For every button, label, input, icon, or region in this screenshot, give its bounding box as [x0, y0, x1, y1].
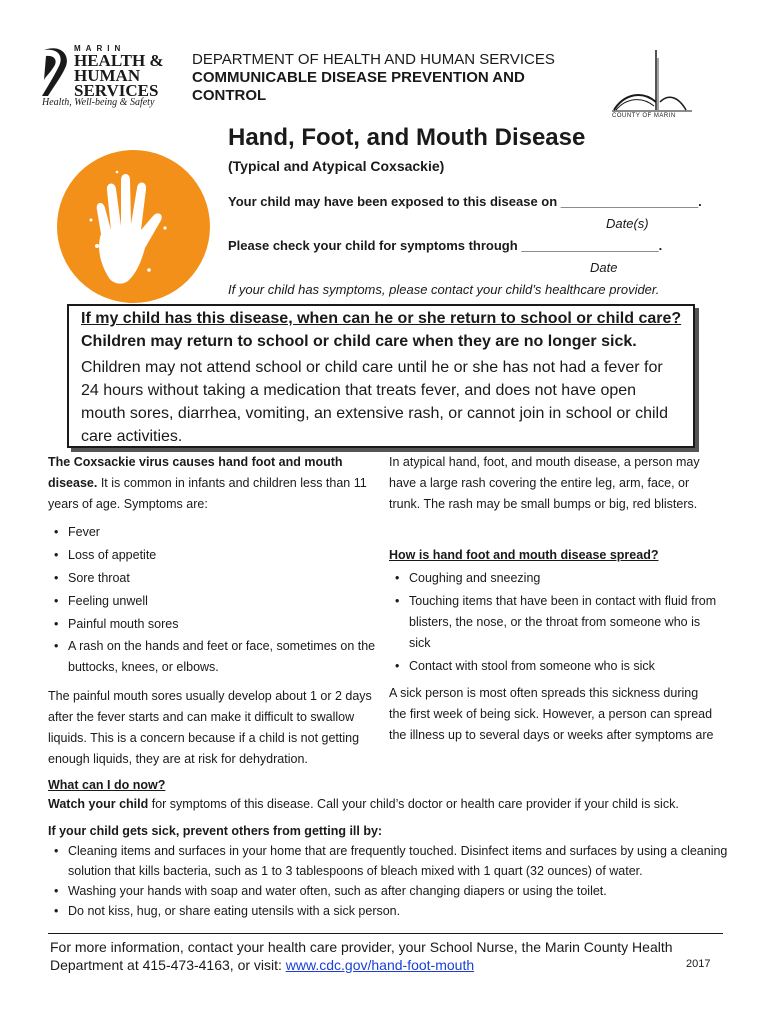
- list-item: • Contact with stool from someone who is sick: [389, 656, 719, 677]
- what-to-do-section: [48, 776, 728, 921]
- return-to-school-callout: [67, 304, 695, 448]
- lead-paragraph: [48, 452, 383, 515]
- list-item: • Cleaning items and surfaces in your home that are frequently touched. Disinfect items and surfaces by using a cleaning solution that kills bacteria, such as 1 to 3 tablespoons of bleach mixed with 1 quart (32 ounces) of water.: [48, 841, 728, 881]
- symptom-check-date-label: Date: [590, 260, 618, 275]
- exposure-date-label: Date(s): [606, 216, 649, 231]
- list-item: • Coughing and sneezing: [389, 568, 719, 589]
- callout-body: Children may not attend school or child care until he or she has not had a fever for 24 hours without taking a medication that treats fever, and does not have open mouth sores, diarrhea, vomiting, an extensive rash, or cannot join in school or child care activities.: [81, 359, 668, 445]
- symptom-check-line: Please check your child for symptoms through ___________________.: [228, 238, 663, 253]
- logo-tagline: Health, Well-being & Safety: [42, 97, 155, 108]
- page-title: Hand, Foot, and Mouth Disease: [228, 124, 586, 151]
- logo-marin-text: MARIN: [74, 44, 126, 53]
- list-item: • Painful mouth sores: [48, 613, 383, 636]
- watch-child-bold: Watch your child: [48, 797, 149, 811]
- left-column: [48, 452, 383, 770]
- footer-info: [50, 938, 690, 974]
- lead-bold: The Coxsackie virus causes hand foot and mouth disease.: [48, 455, 343, 490]
- footer-year: 2017: [686, 958, 711, 970]
- list-item: • A rash on the hands and feet or face, sometimes on the buttocks, knees, or elbows.: [48, 636, 383, 678]
- spread-list: [389, 568, 719, 677]
- watch-child-paragraph: [48, 795, 728, 814]
- hhs-logo: [40, 44, 170, 108]
- logo-health-text: HEALTH &: [74, 51, 164, 70]
- spread-period-paragraph: A sick person is most often spreads this sickness during the first week of being sick. However, a person can spread the illness up to several days or weeks after symptoms are: [389, 686, 714, 742]
- county-label: COUNTY OF MARIN: [612, 113, 676, 119]
- footer-divider: [48, 933, 723, 934]
- callout-question: If my child has this disease, when can he or she return to school or child care?: [81, 310, 682, 327]
- callout-answer: Children may return to school or child care when they are no longer sick.: [81, 333, 637, 350]
- list-item: • Loss of appetite: [48, 544, 383, 567]
- division-line-2: CONTROL: [192, 87, 267, 104]
- prevent-list: [48, 841, 728, 921]
- handprint-illustration: [57, 150, 210, 303]
- footer-text: For more information, contact your health care provider, your School Nurse, the Marin County Health Department at 415-473-4163, or visit:: [50, 939, 673, 973]
- symptom-list: [48, 521, 383, 678]
- cdc-link[interactable]: www.cdc.gov/hand-foot-mouth: [285, 957, 475, 973]
- handprint-icon: [57, 150, 210, 303]
- list-item: • Washing your hands with soap and water often, such as after changing diapers or using the toilet.: [48, 881, 728, 901]
- list-item: • Do not kiss, hug, or share eating utensils with a sick person.: [48, 901, 728, 921]
- mouth-sores-paragraph: The painful mouth sores usually develop about 1 or 2 days after the fever starts and can make it difficult to swallow liquids. This is a concern because if a child is not getting enough liquids, they are at risk for dehydration.: [48, 689, 372, 766]
- spread-heading: How is hand foot and mouth disease spread?: [389, 548, 659, 562]
- what-to-do-heading: What can I do now?: [48, 778, 166, 792]
- department-name: DEPARTMENT OF HEALTH AND HUMAN SERVICES: [192, 51, 555, 68]
- logo-services-text: SERVICES: [74, 81, 159, 100]
- right-column: [389, 452, 719, 746]
- list-item: • Fever: [48, 521, 383, 544]
- lead-rest: It is common in infants and children less than 11 years of age. Symptoms are:: [48, 476, 367, 511]
- contact-provider-note: If your child has symptoms, please contact your child’s healthcare provider.: [228, 282, 660, 297]
- division-line-1: COMMUNICABLE DISEASE PREVENTION AND: [192, 69, 525, 86]
- list-item: • Feeling unwell: [48, 590, 383, 613]
- watch-child-rest: for symptoms of this disease. Call your child’s doctor or health care provider if your child is sick.: [148, 797, 679, 811]
- page-subtitle: (Typical and Atypical Coxsackie): [228, 158, 445, 174]
- department-heading: [192, 51, 555, 105]
- list-item: • Touching items that have been in contact with fluid from blisters, the nose, or the throat from someone who is sick: [389, 591, 719, 654]
- list-item: • Sore throat: [48, 567, 383, 590]
- county-of-marin-logo-icon: [612, 48, 692, 122]
- hhs-logo-mark-icon: [40, 46, 68, 98]
- atypical-paragraph: In atypical hand, foot, and mouth disease, a person may have a large rash covering the entire leg, arm, face, or trunk. The rash may be small bumps or big, red blisters.: [389, 455, 700, 511]
- logo-human-text: HUMAN: [74, 66, 141, 85]
- prevent-heading: If your child gets sick, prevent others from getting ill by:: [48, 824, 383, 838]
- exposure-date-line: Your child may have been exposed to this disease on ___________________.: [228, 194, 702, 209]
